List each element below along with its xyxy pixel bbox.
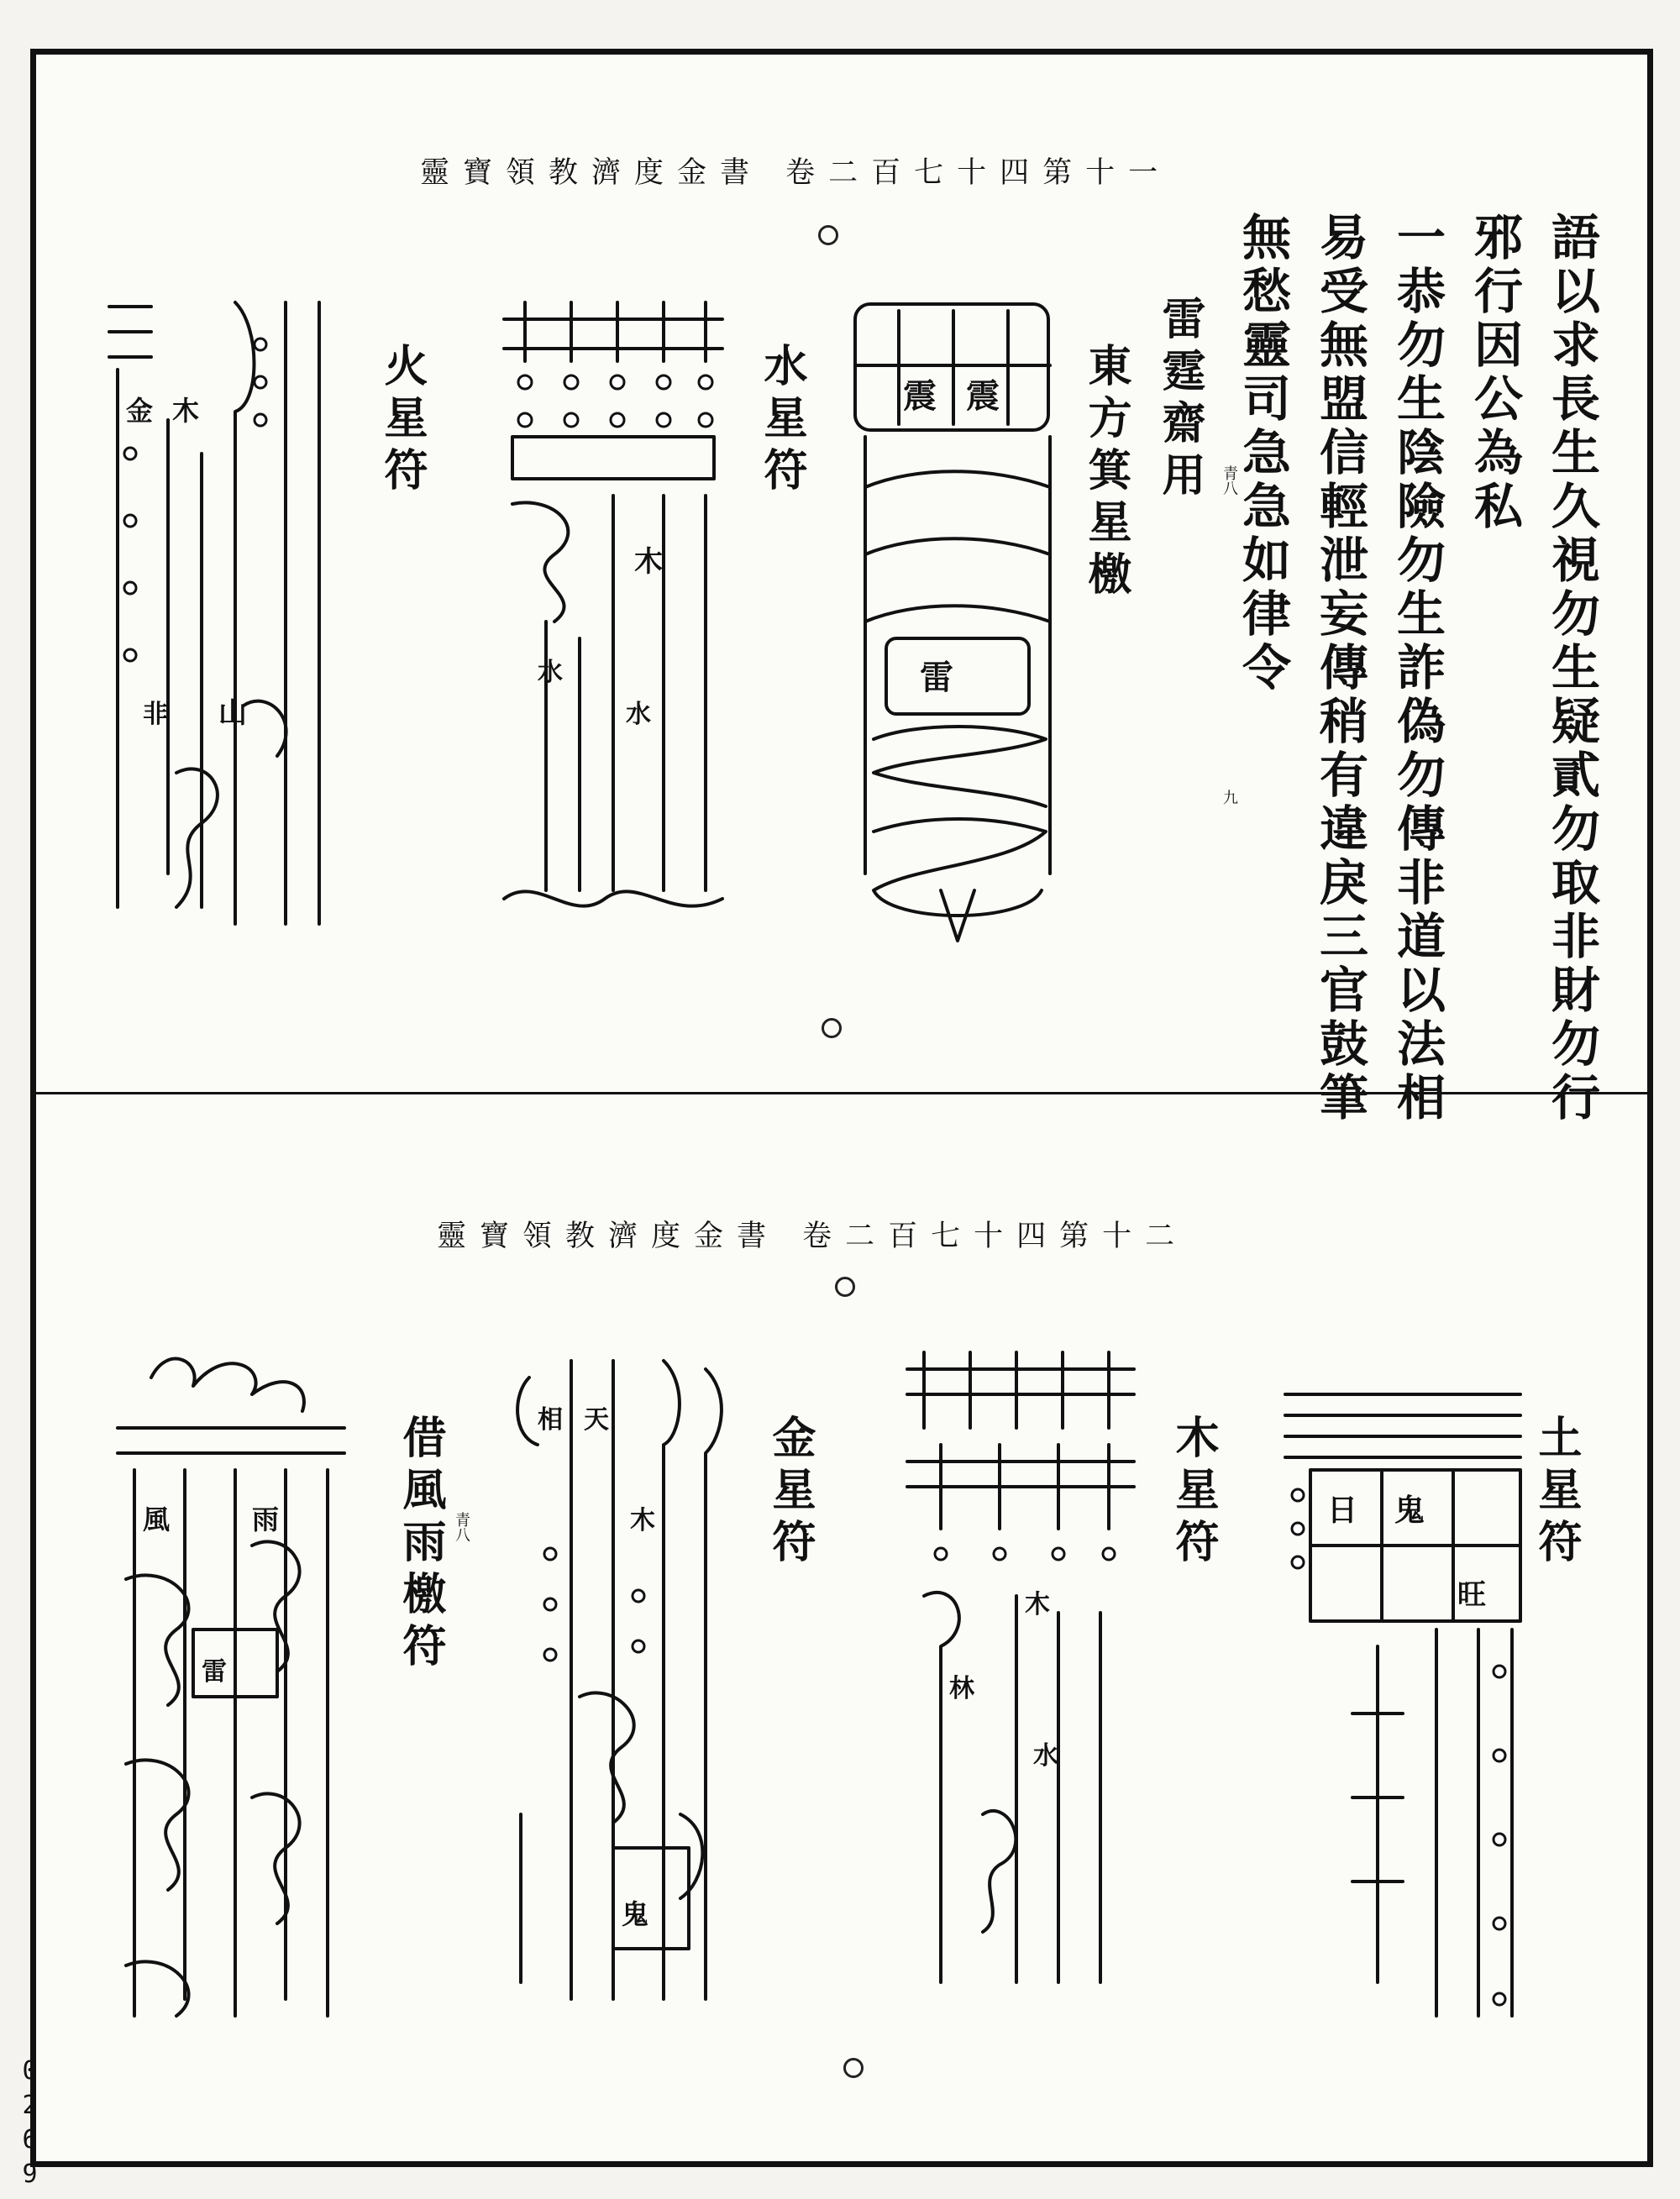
- title-east-star-edict: 東方箕星檄: [1080, 343, 1131, 603]
- binding-hole: [822, 1018, 842, 1038]
- earth-star-label: 土星符: [1530, 1414, 1582, 1571]
- wood-star-talisman: [890, 1344, 1142, 2016]
- svg-text:日: 日: [1327, 1493, 1358, 1528]
- svg-text:木: 木: [634, 545, 663, 579]
- text-column-1: 語以求長生久視勿生疑貳勿取非財勿行: [1543, 212, 1600, 1126]
- svg-text:旺: 旺: [1457, 1578, 1486, 1612]
- svg-text:鬼: 鬼: [1394, 1493, 1425, 1528]
- svg-text:震: 震: [903, 376, 937, 416]
- text-column-5: 無愁靈司急急如律令: [1234, 212, 1291, 695]
- svg-text:木: 木: [630, 1506, 655, 1535]
- svg-text:林: 林: [949, 1674, 974, 1703]
- wood-star-label: 木星符: [1168, 1414, 1219, 1571]
- title-thunder-fast: 雷霆齋用: [1154, 296, 1205, 504]
- east-star-talisman: [840, 286, 1075, 949]
- metal-star-label: 金星符: [764, 1414, 816, 1571]
- svg-text:風: 風: [143, 1504, 171, 1535]
- svg-text:震: 震: [966, 376, 1000, 416]
- svg-text:雷: 雷: [920, 658, 953, 697]
- wind-rain-talisman: [101, 1327, 353, 2049]
- water-star-talisman: [487, 286, 739, 949]
- svg-text:水: 水: [538, 658, 563, 687]
- svg-text:鬼: 鬼: [622, 1898, 649, 1930]
- margin-note: 九: [1221, 790, 1238, 805]
- top-running-header: 靈寶領教濟度金書 卷二百七十四第十一: [420, 156, 1172, 190]
- svg-text:木: 木: [172, 395, 200, 427]
- margin-note: 青八: [1221, 465, 1238, 496]
- earth-star-talisman: [1268, 1378, 1537, 2041]
- margin-note: 青八: [453, 1512, 470, 1542]
- svg-text:天: 天: [584, 1405, 609, 1435]
- svg-text:雨: 雨: [252, 1504, 280, 1535]
- svg-text:金: 金: [126, 395, 154, 427]
- page-number: 0269: [15, 2056, 45, 2194]
- binding-hole: [818, 225, 838, 245]
- svg-text:雷: 雷: [202, 1657, 227, 1687]
- binding-hole: [843, 2058, 864, 2078]
- svg-text:山: 山: [218, 696, 247, 730]
- binding-hole: [835, 1277, 855, 1297]
- metal-star-talisman: [487, 1344, 739, 2033]
- svg-text:水: 水: [626, 700, 651, 729]
- bottom-running-header: 靈寶領教濟度金書 卷二百七十四第十二: [437, 1220, 1189, 1253]
- fire-star-label: 火星符: [376, 343, 428, 499]
- text-column-4: 易受無盟信輕泄妄傳稍有違戾三官鼓筆: [1311, 212, 1368, 1126]
- text-column-3: 一恭勿生陰險勿生詐偽勿傳非道以法相: [1389, 212, 1446, 1126]
- water-star-label: 水星符: [756, 343, 807, 499]
- svg-text:水: 水: [1033, 1741, 1058, 1771]
- text-column-2: 邪行因公為私: [1466, 212, 1523, 534]
- wind-rain-edict-label: 借風雨檄符: [395, 1414, 446, 1675]
- fire-star-talisman: [92, 286, 344, 949]
- svg-text:相: 相: [538, 1405, 563, 1435]
- svg-text:木: 木: [1025, 1590, 1050, 1619]
- svg-text:非: 非: [143, 700, 168, 729]
